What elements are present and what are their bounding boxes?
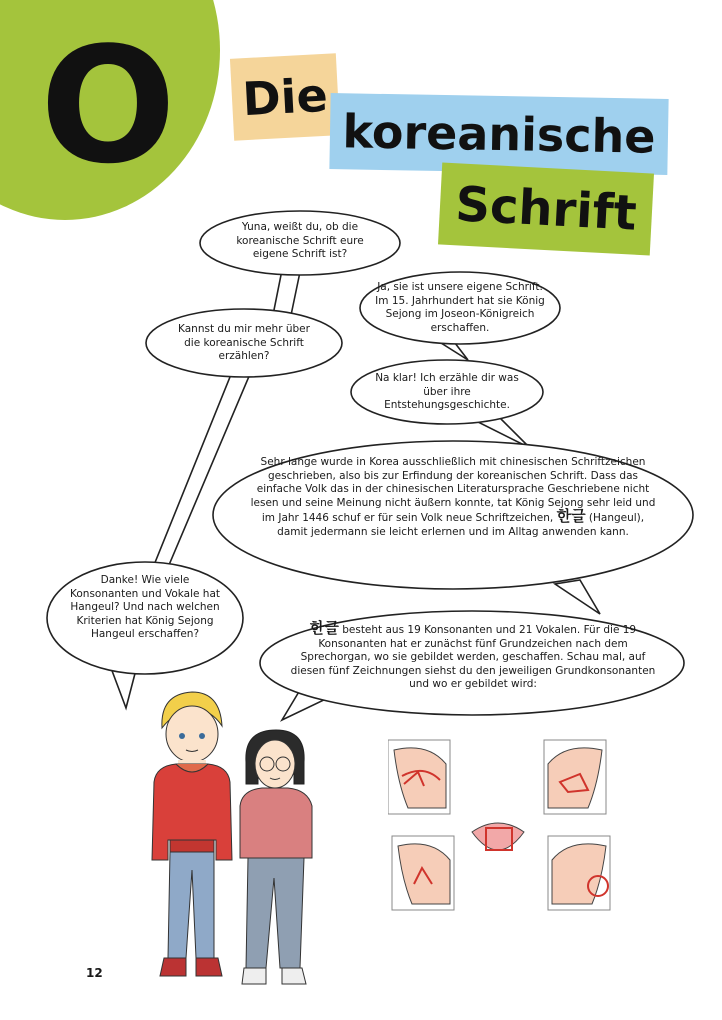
bubble-text-2: Ja, sie ist unsere eigene Schrift. Im 15. Jahrhundert hat sie König Sejong im Joseon-Königreich erschaffen. (375, 281, 545, 334)
articulation-drawing-velar (388, 740, 450, 814)
boy-illustration (140, 690, 240, 990)
girl-illustration (228, 728, 324, 990)
bubble-tail-5 (555, 580, 600, 614)
articulation-drawing-glottal (548, 836, 610, 910)
articulation-drawing-dental (392, 836, 454, 910)
bubble-text-7b: besteht aus 19 Konsonanten und 21 Vokalen. Für die 19 Konsonanten hat er zunächst fünf Grundzeichen nach dem Sprechorgan, wo sie gebildet werden, geschaffen. Schau mal, auf diesen fünf Zeichnungen siehst du den jeweiligen Grundkonsonanten und wo er gebildet wird: (290, 624, 656, 690)
bubble-text-7 (286, 619, 660, 692)
articulation-drawing-alveolar (544, 740, 606, 814)
hangul-word-1: 한글 (556, 507, 586, 525)
page-number: 12 (86, 966, 103, 980)
bubble-text-6: Danke! Wie viele Konsonanten und Vokale hat Hangeul? Und nach welchen Kriterien hat König Sejong Hangeul erschaffen? (70, 574, 221, 640)
chapter-letter: O (39, 12, 176, 199)
title-word-schrift: Schrift (438, 163, 654, 256)
title-word-koreanische: koreanische (329, 93, 668, 175)
bubble-text-5 (246, 456, 660, 539)
bubble-text-5a: Sehr lange wurde in Korea ausschließlich mit chinesischen Schriftzeichen geschrieben, also bis zur Erfindung der koreanischen Schrift. Dass das einfache Volk das in der chinesischen Literatursprache Geschriebene nicht lesen und seine Meinung nicht äußern konnte, tat König Sejong sehr leid und im Jahr 1446 schuf er für sein Volk neue Schriftzeichen, (250, 456, 656, 524)
articulation-drawings (388, 736, 658, 916)
bubble-text-1: Yuna, weißt du, ob die koreanische Schrift eure eigene Schrift ist? (236, 221, 364, 260)
hangul-word-2: 한글 (309, 619, 339, 637)
bubble-text-5b: (Hangeul), damit jedermann sie leicht erlernen und im Alltag anwenden kann. (277, 512, 645, 538)
bubble-text-4: Na klar! Ich erzähle dir was über ihre Entstehungsgeschichte. (375, 372, 519, 411)
bubble-text-3: Kannst du mir mehr über die koreanische Schrift erzählen? (178, 323, 310, 362)
title-word-die: Die (230, 53, 340, 140)
articulation-drawing-bilabial (472, 823, 524, 850)
